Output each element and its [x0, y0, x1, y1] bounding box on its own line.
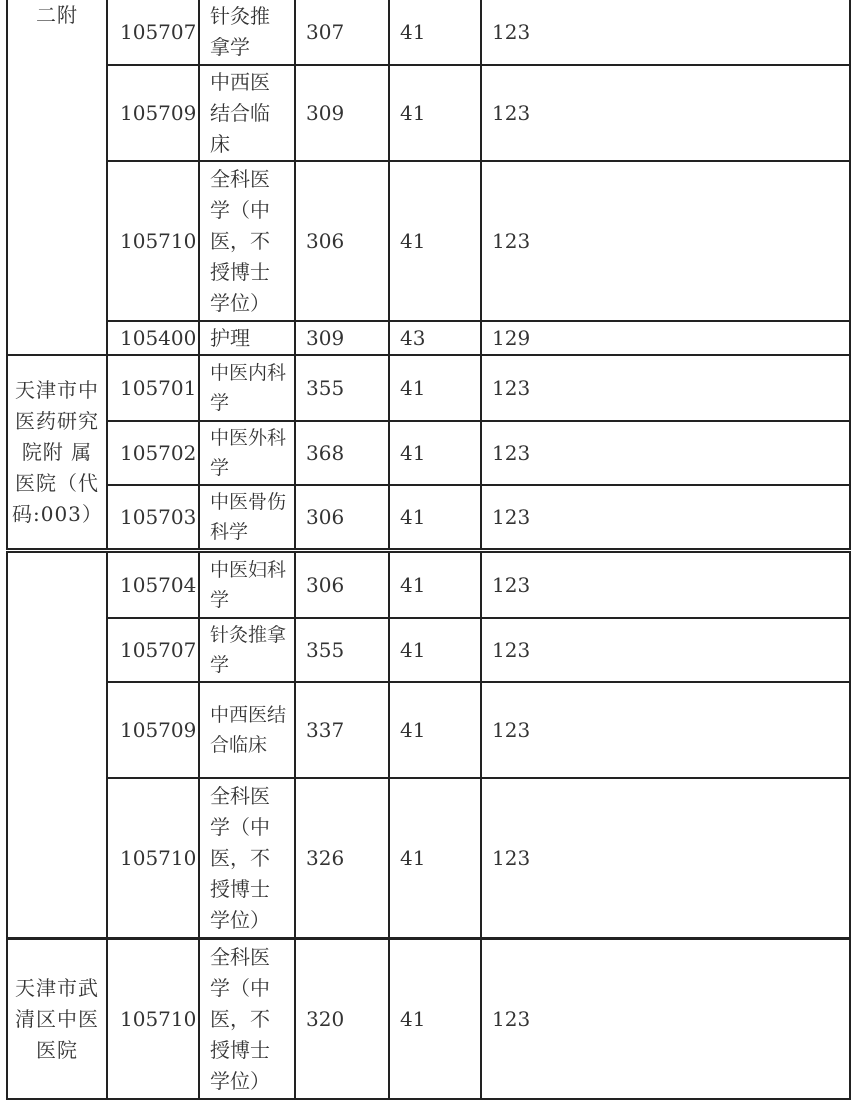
major-cell: 中西医结合临床 — [199, 682, 295, 778]
major-cell: 全科医学（中医，不授博士学位） — [199, 161, 295, 321]
table-segment-4 — [0, 938, 854, 1100]
score-3-cell: 123 — [481, 421, 850, 485]
table-row — [7, 161, 850, 321]
code-cell: 105703 — [107, 485, 199, 549]
score-3-cell: 123 — [481, 161, 850, 321]
table-row — [7, 552, 850, 618]
code-cell: 105710 — [107, 939, 199, 1099]
code-cell: 105709 — [107, 65, 199, 161]
score-2-cell: 41 — [389, 0, 481, 65]
score-table — [6, 551, 851, 939]
table-row — [7, 778, 850, 938]
major-cell: 中医骨伤科学 — [199, 485, 295, 549]
code-cell: 105400 — [107, 321, 199, 355]
code-cell: 105707 — [107, 618, 199, 682]
total-score-cell: 306 — [295, 552, 389, 618]
score-3-cell: 123 — [481, 485, 850, 549]
score-2-cell: 41 — [389, 618, 481, 682]
code-cell: 105710 — [107, 778, 199, 938]
score-3-cell: 129 — [481, 321, 850, 355]
major-cell: 针灸推拿学 — [199, 618, 295, 682]
major-cell: 中医外科学 — [199, 421, 295, 485]
institution-cell: 二附 — [7, 0, 107, 355]
major-cell: 护理 — [199, 321, 295, 355]
table-row — [7, 485, 850, 549]
total-score-cell: 320 — [295, 939, 389, 1099]
major-cell: 全科医学（中医，不授博士学位） — [199, 939, 295, 1099]
code-cell: 105707 — [107, 0, 199, 65]
major-cell: 中西医结合临床 — [199, 65, 295, 161]
institution-cell-empty — [7, 552, 107, 938]
score-table — [6, 354, 851, 550]
score-3-cell: 123 — [481, 65, 850, 161]
major-cell: 针灸推拿学 — [199, 0, 295, 65]
score-3-cell: 123 — [481, 778, 850, 938]
score-2-cell: 43 — [389, 321, 481, 355]
score-3-cell: 123 — [481, 618, 850, 682]
total-score-cell: 355 — [295, 618, 389, 682]
score-2-cell: 41 — [389, 421, 481, 485]
table-row — [7, 0, 850, 65]
score-2-cell: 41 — [389, 682, 481, 778]
score-2-cell: 41 — [389, 355, 481, 421]
score-3-cell: 123 — [481, 355, 850, 421]
score-2-cell: 41 — [389, 485, 481, 549]
code-cell: 105702 — [107, 421, 199, 485]
code-cell: 105710 — [107, 161, 199, 321]
score-2-cell: 41 — [389, 552, 481, 618]
code-cell: 105709 — [107, 682, 199, 778]
score-2-cell: 41 — [389, 161, 481, 321]
score-3-cell: 123 — [481, 0, 850, 65]
score-3-cell: 123 — [481, 682, 850, 778]
total-score-cell: 337 — [295, 682, 389, 778]
table-row — [7, 618, 850, 682]
total-score-cell: 306 — [295, 161, 389, 321]
total-score-cell: 309 — [295, 321, 389, 355]
table-row — [7, 421, 850, 485]
table-row — [7, 321, 850, 355]
total-score-cell: 326 — [295, 778, 389, 938]
table-row — [7, 939, 850, 1099]
major-cell: 全科医学（中医，不授博士学位） — [199, 778, 295, 938]
table-row — [7, 65, 850, 161]
major-cell: 中医妇科学 — [199, 552, 295, 618]
code-cell: 105701 — [107, 355, 199, 421]
score-3-cell: 123 — [481, 552, 850, 618]
major-cell: 中医内科学 — [199, 355, 295, 421]
table-row — [7, 355, 850, 421]
score-2-cell: 41 — [389, 939, 481, 1099]
table-segment-3 — [0, 551, 854, 939]
score-3-cell: 123 — [481, 939, 850, 1099]
score-2-cell: 41 — [389, 65, 481, 161]
score-2-cell: 41 — [389, 778, 481, 938]
score-table — [6, 0, 851, 356]
table-segment-2 — [0, 354, 854, 550]
table-row — [7, 682, 850, 778]
code-cell: 105704 — [107, 552, 199, 618]
institution-cell: 天津市中医药研究院附 属医院（代码:003） — [7, 355, 107, 549]
score-table — [6, 938, 851, 1100]
total-score-cell: 307 — [295, 0, 389, 65]
table-segment-1 — [0, 0, 854, 356]
total-score-cell: 306 — [295, 485, 389, 549]
total-score-cell: 355 — [295, 355, 389, 421]
total-score-cell: 368 — [295, 421, 389, 485]
total-score-cell: 309 — [295, 65, 389, 161]
institution-cell: 天津市武清区中医医院 — [7, 939, 107, 1099]
